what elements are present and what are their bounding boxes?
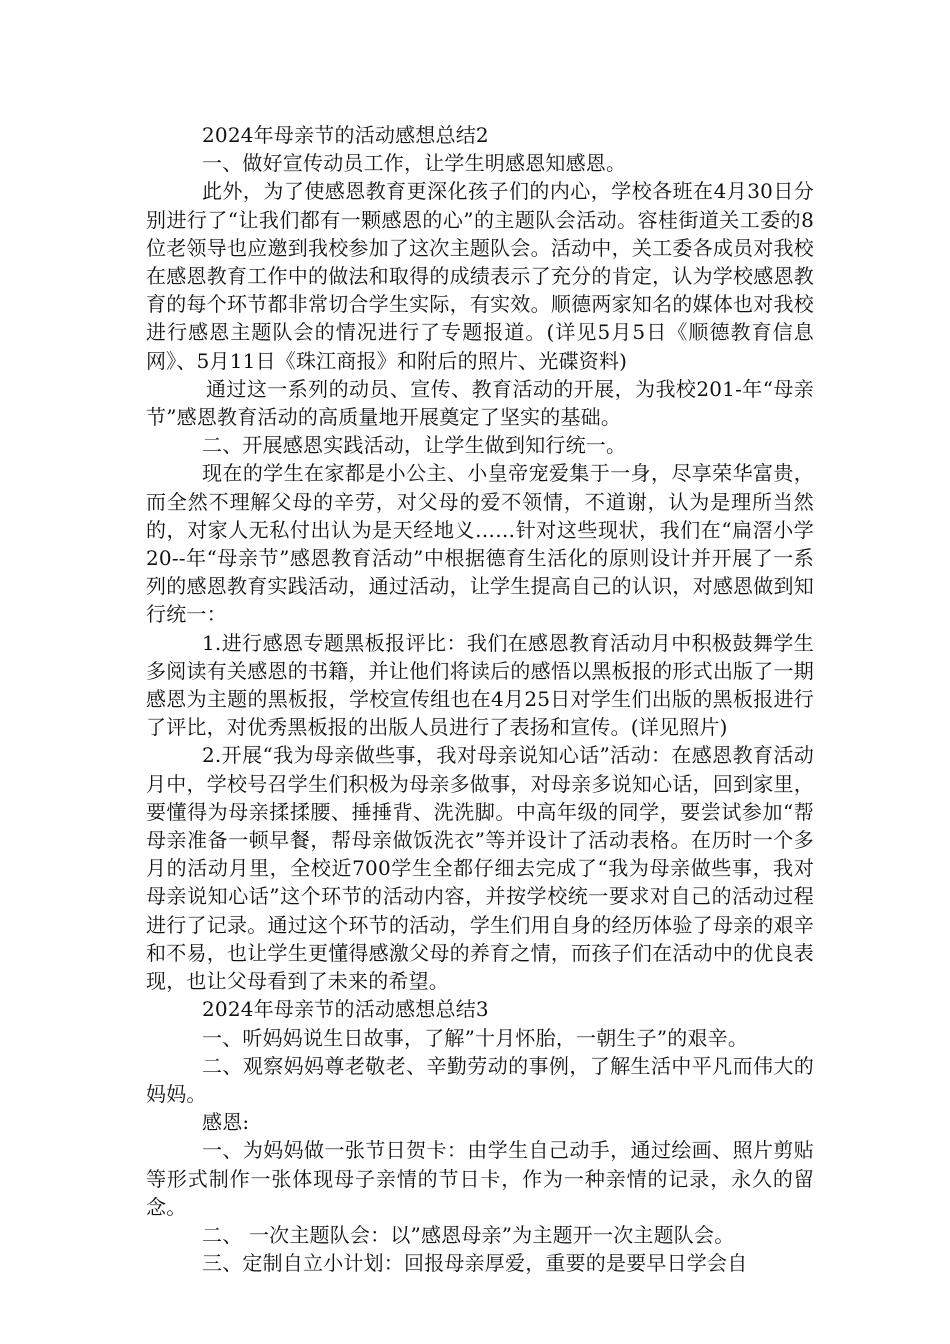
section-heading-summary-3: 2024年母亲节的活动感想总结3 bbox=[202, 997, 489, 1022]
paragraph: 此外，为了使感恩教育更深化孩子们的内心，学校各班在4月30日分别进行了“让我们都有一颗感恩的心”的主题队会活动。容桂街道关工委的8位老领导也应邀到我校参加了这次主题队会。活动中，关工委各成员对我校在感恩教育工作中的做法和取得的成绩表示了充分的肯定，认为学校感恩教育的每个环节都非常切合学生实际，有实效。顺德两家知名的媒体也对我校进行感恩主题队会的情况进行了专题报道。(详见5月5日《顺德教育信息网》、5月11日《珠江商报》和附后的照片、光碟资料) bbox=[146, 179, 814, 373]
paragraph: 二、开展感恩实践活动，让学生做到知行统一。 bbox=[202, 433, 627, 458]
paragraph: 通过这一系列的动员、宣传、教育活动的开展，为我校201-年“母亲节”感恩教育活动的高质量地开展奠定了坚实的基础。 bbox=[146, 376, 814, 430]
paragraph: 三、定制自立小计划：回报母亲厚爱，重要的是要早日学会自 bbox=[202, 1251, 748, 1276]
document-body bbox=[146, 121, 814, 1277]
paragraph: 2.开展“我为母亲做些事，我对母亲说知心话”活动：在感恩教育活动月中，学校号召学生们积极为母亲多做事，对母亲多说知心话，回到家里，要懂得为母亲揉揉腰、捶捶背、洗洗脚。中高年级的同学，要尝试参加“帮母亲准备一顿早餐，帮母亲做饭洗衣”等并设计了活动表格。在历时一个多月的活动月里，全校近700学生全都仔细去完成了“我为母亲做些事，我对母亲说知心话”这个环节的活动内容，并按学校统一要求对自己的活动过程进行了记录。通过这个环节的活动，学生们用自身的经历体验了母亲的艰辛和不易，也让学生更懂得感激父母的养育之情，而孩子们在活动中的优良表现，也让父母看到了未来的希望。 bbox=[146, 743, 814, 994]
paragraph: 一、做好宣传动员工作，让学生明感恩知感恩。 bbox=[202, 151, 627, 176]
paragraph: 一、为妈妈做一张节日贺卡：由学生自己动手，通过绘画、照片剪贴等形式制作一张体现母子亲情的节日卡，作为一种亲情的记录，永久的留念。 bbox=[146, 1138, 814, 1219]
paragraph: 感恩: bbox=[202, 1110, 250, 1135]
paragraph: 二、 一次主题队会：以”感恩母亲”为主题开一次主题队会。 bbox=[202, 1222, 735, 1247]
paragraph: 现在的学生在家都是小公主、小皇帝宠爱集于一身，尽享荣华富贵，而全然不理解父母的辛劳，对父母的爱不领情，不道谢，认为是理所当然的，对家人无私付出认为是天经地义……针对这些现状，我们在“扁滘小学20--年“母亲节”感恩教育活动”中根据德育生活化的原则设计并开展了一系列的感恩教育实践活动，通过活动，让学生提高自己的认识，对感恩做到知行统一： bbox=[146, 461, 814, 627]
paragraph: 一、听妈妈说生日故事，了解”十月怀胎，一朝生子”的艰辛。 bbox=[202, 1025, 749, 1050]
section-heading-summary-2: 2024年母亲节的活动感想总结2 bbox=[202, 123, 489, 147]
paragraph: 1.进行感恩专题黑板报评比：我们在感恩教育活动月中积极鼓舞学生多阅读有关感恩的书籍，并让他们将读后的感悟以黑板报的形式出版了一期感恩为主题的黑板报，学校宣传组也在4月25日对学生们出版的黑板报进行了评比，对优秀黑板报的出版人员进行了表扬和宣传。(详见照片) bbox=[146, 630, 814, 740]
paragraph: 二、观察妈妈尊老敬老、辛勤劳动的事例，了解生活中平凡而伟大的妈妈。 bbox=[146, 1053, 814, 1106]
